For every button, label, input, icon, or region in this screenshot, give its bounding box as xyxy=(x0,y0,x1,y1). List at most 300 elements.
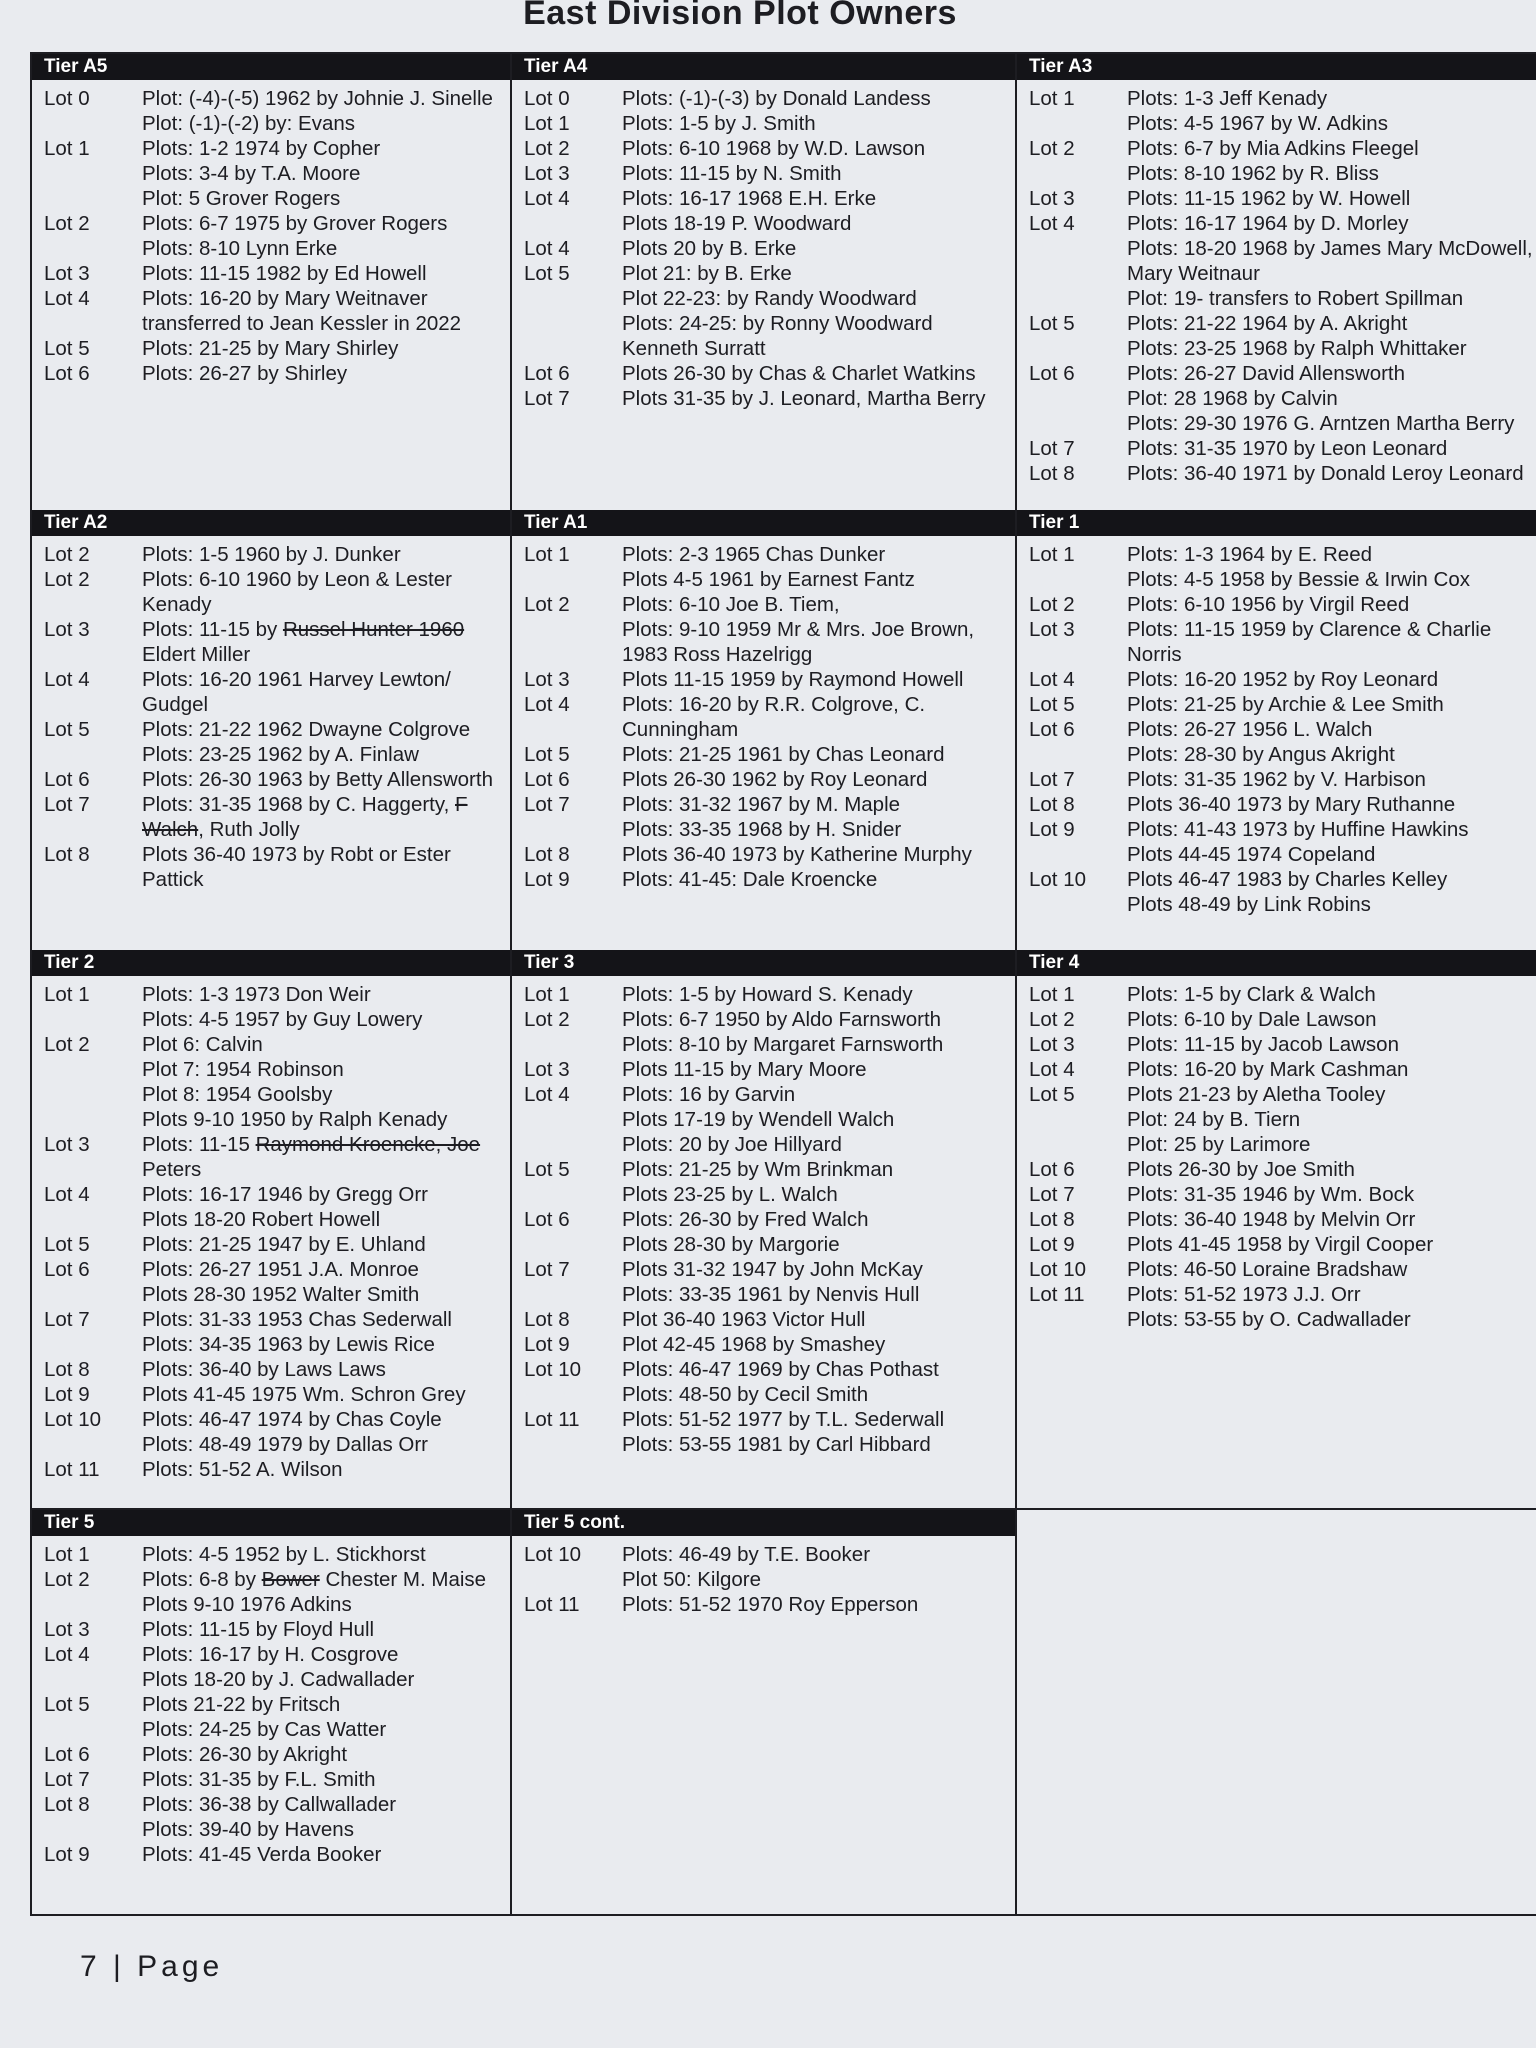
list-item xyxy=(1029,1107,1534,1132)
list-item xyxy=(44,1332,502,1357)
plot-owner-text xyxy=(622,361,1007,386)
lot-label xyxy=(1029,111,1127,136)
list-item xyxy=(1029,1157,1534,1182)
lot-label: Lot 4 xyxy=(44,668,90,691)
tier-cell xyxy=(1017,950,1536,1508)
lot-label: Lot 2 xyxy=(1029,593,1075,616)
list-item xyxy=(524,1257,1007,1282)
plot-owner-text xyxy=(1127,1007,1534,1032)
lot-label xyxy=(44,1282,142,1307)
list-item xyxy=(1029,1132,1534,1157)
owner-text: Plots: 6-10 Joe B. Tiem, xyxy=(622,593,840,616)
owner-text: Plot 21: by B. Erke xyxy=(622,262,792,285)
owner-text: Plots: 4-5 1967 by W. Adkins xyxy=(1127,112,1388,135)
lot-label xyxy=(44,742,142,767)
owner-text: Plots 36-40 1973 by Katherine Murphy xyxy=(622,843,972,866)
lot-label: Lot 8 xyxy=(1029,793,1075,816)
list-item xyxy=(524,1307,1007,1332)
plot-owner-text xyxy=(142,1792,502,1817)
lot-label: Lot 2 xyxy=(44,1033,90,1056)
list-item xyxy=(524,286,1007,311)
list-item xyxy=(44,361,502,386)
plot-owner-text xyxy=(1127,542,1534,567)
lot-label: Lot 11 xyxy=(1029,1283,1085,1306)
lot-label: Lot 2 xyxy=(524,1008,570,1031)
owner-text: Plots: 1-2 1974 by Copher xyxy=(142,137,381,160)
plot-owner-text xyxy=(142,1817,502,1842)
plot-owner-text xyxy=(622,982,1007,1007)
list-item xyxy=(524,1232,1007,1257)
lot-list xyxy=(512,1536,1015,1617)
struck-name: Raymond Kroencke, Joe xyxy=(255,1133,481,1156)
plot-owner-text xyxy=(622,1132,1007,1157)
list-item xyxy=(44,542,502,567)
owner-text: Plots 31-32 1947 by John McKay xyxy=(622,1258,923,1281)
list-item xyxy=(44,1232,502,1257)
list-item xyxy=(44,982,502,1007)
list-item xyxy=(44,86,502,111)
list-item xyxy=(1029,1207,1534,1232)
table-row xyxy=(32,1508,1536,1916)
lot-label xyxy=(44,1107,142,1132)
lot-label: Lot 8 xyxy=(1029,1208,1075,1231)
list-item xyxy=(1029,892,1534,917)
plot-owner-text xyxy=(142,311,502,336)
owner-text: Plots: 4-5 1957 by Guy Lowery xyxy=(142,1008,423,1031)
plot-owner-text xyxy=(142,617,502,667)
lot-label xyxy=(44,311,142,336)
owner-text: Plot: 5 Grover Rogers xyxy=(142,187,341,210)
list-item xyxy=(44,792,502,842)
owner-text: Plots: 51-52 1977 by T.L. Sederwall xyxy=(622,1408,945,1431)
owner-text: Plots: 26-30 by Fred Walch xyxy=(622,1208,869,1231)
owner-text: Plots 36-40 1973 by Mary Ruthanne xyxy=(1127,793,1456,816)
owner-text: Plots: 1-3 Jeff Kenady xyxy=(1127,87,1328,110)
owner-text: Plots: 36-40 1971 by Donald Leroy Leonard xyxy=(1127,462,1524,485)
tier-header: Tier 1 xyxy=(1017,510,1536,536)
owner-text: Plots: 26-30 1963 by Betty Allensworth xyxy=(142,768,493,791)
owner-text: Plots: 1-3 1964 by E. Reed xyxy=(1127,543,1373,566)
plot-owner-text xyxy=(1127,692,1534,717)
lot-label: Lot 4 xyxy=(44,1183,90,1206)
list-item xyxy=(44,1642,502,1667)
list-item xyxy=(44,1407,502,1432)
list-item xyxy=(1029,86,1534,111)
lot-label: Lot 2 xyxy=(1029,1008,1075,1031)
plot-owner-text xyxy=(1127,361,1534,386)
list-item xyxy=(1029,1007,1534,1032)
owner-text: Plots: 51-52 1970 Roy Epperson xyxy=(622,1593,919,1616)
lot-label: Lot 3 xyxy=(1029,618,1075,641)
list-item xyxy=(524,842,1007,867)
list-item xyxy=(524,1332,1007,1357)
plot-owner-text xyxy=(1127,336,1534,361)
owner-text: Plots: 2-3 1965 Chas Dunker xyxy=(622,543,886,566)
list-item xyxy=(524,1567,1007,1592)
plot-owner-text xyxy=(1127,286,1534,311)
lot-label: Lot 6 xyxy=(44,362,90,385)
lot-label: Lot 1 xyxy=(1029,87,1075,110)
plot-owner-text xyxy=(622,842,1007,867)
tier-cell xyxy=(32,950,512,1508)
list-item xyxy=(44,767,502,792)
lot-list xyxy=(1017,976,1536,1332)
list-item xyxy=(1029,161,1534,186)
owner-text: Plots: 26-27 1951 J.A. Monroe xyxy=(142,1258,419,1281)
tier-header: Tier A4 xyxy=(512,54,1015,80)
lot-label xyxy=(524,1567,622,1592)
lot-label xyxy=(1029,567,1127,592)
lot-label: Lot 6 xyxy=(1029,362,1075,385)
owner-text: Plots: 53-55 by O. Cadwallader xyxy=(1127,1308,1411,1331)
plot-owner-text xyxy=(1127,436,1534,461)
lot-label xyxy=(44,1667,142,1692)
list-item xyxy=(524,386,1007,411)
lot-list xyxy=(512,976,1015,1457)
owner-text: Plots: 4-5 1958 by Bessie & Irwin Cox xyxy=(1127,568,1470,591)
plot-owner-text xyxy=(142,136,502,161)
owner-text: Plots: 16-20 1961 Harvey Lewton/ Gudgel xyxy=(142,668,451,716)
tier-cell xyxy=(1017,54,1536,510)
list-item xyxy=(1029,461,1534,486)
list-item xyxy=(44,1817,502,1842)
owner-text: Plots: 16-20 by Mary Weitnaver xyxy=(142,287,428,310)
list-item xyxy=(1029,842,1534,867)
plot-owner-text xyxy=(142,1032,502,1057)
plot-owner-text xyxy=(622,767,1007,792)
plot-owner-text xyxy=(142,1432,502,1457)
lot-label: Lot 1 xyxy=(44,1543,90,1566)
plot-owner-text xyxy=(142,1132,502,1182)
list-item xyxy=(1029,767,1534,792)
list-item xyxy=(44,1692,502,1717)
owner-text: Plots: 21-25 by Mary Shirley xyxy=(142,337,399,360)
lot-label xyxy=(524,336,622,361)
owner-text: Plots: 53-55 1981 by Carl Hibbard xyxy=(622,1433,931,1456)
owner-text: Plots: 6-10 by Dale Lawson xyxy=(1127,1008,1377,1031)
lot-label: Lot 9 xyxy=(524,1333,570,1356)
plot-owner-text xyxy=(142,667,502,717)
owner-text: Plots: 39-40 by Havens xyxy=(142,1818,354,1841)
list-item xyxy=(524,1057,1007,1082)
owner-text: Plots: 6-7 1975 by Grover Rogers xyxy=(142,212,448,235)
plot-owner-text xyxy=(1127,1107,1534,1132)
lot-label xyxy=(44,1207,142,1232)
lot-label xyxy=(1029,411,1127,436)
list-item xyxy=(44,1132,502,1182)
lot-label: Lot 11 xyxy=(524,1593,580,1616)
tier-cell xyxy=(32,510,512,950)
plot-owner-text xyxy=(622,111,1007,136)
owner-text: Plots 31-35 by J. Leonard, Martha Berry xyxy=(622,387,986,410)
owner-text: Plots: 18-20 1968 by James Mary McDowell, Mary Weitnaur xyxy=(1127,237,1533,285)
tier-header: Tier 4 xyxy=(1017,950,1536,976)
owner-text: Plots: 1-3 1973 Don Weir xyxy=(142,983,371,1006)
plot-owner-text xyxy=(622,1432,1007,1457)
list-item xyxy=(44,842,502,892)
tier-cell xyxy=(512,54,1017,510)
lot-list xyxy=(1017,80,1536,486)
plot-owner-text xyxy=(1127,136,1534,161)
list-item xyxy=(524,592,1007,617)
plot-owner-text xyxy=(142,767,502,792)
plot-owner-text xyxy=(622,1567,1007,1592)
plot-owner-text xyxy=(142,211,502,236)
plot-owner-text xyxy=(1127,1032,1534,1057)
plot-owner-text xyxy=(622,161,1007,186)
tier-cell xyxy=(1017,510,1536,950)
struck-name: Bower xyxy=(261,1568,320,1591)
lot-label xyxy=(1029,386,1127,411)
lot-label: Lot 11 xyxy=(44,1458,100,1481)
plot-owner-text xyxy=(622,1182,1007,1207)
struck-name: Russel Hunter 1960 xyxy=(282,618,465,641)
owner-text: Plots: 46-49 by T.E. Booker xyxy=(622,1543,871,1566)
plot-owner-text xyxy=(622,1157,1007,1182)
owner-text: Plots: 26-27 David Allensworth xyxy=(1127,362,1406,385)
plot-owner-text xyxy=(142,717,502,742)
lot-label: Lot 8 xyxy=(524,843,570,866)
owner-text: Plots: 1-5 by Clark & Walch xyxy=(1127,983,1376,1006)
lot-label xyxy=(44,236,142,261)
owner-text: Plots: 46-50 Loraine Bradshaw xyxy=(1127,1258,1408,1281)
plot-owner-text xyxy=(142,1617,502,1642)
owner-text: Plots: 1-5 1960 by J. Dunker xyxy=(142,543,401,566)
list-item xyxy=(1029,1182,1534,1207)
owner-text: Plots: 16-17 1968 E.H. Erke xyxy=(622,187,877,210)
lot-label xyxy=(1029,236,1127,286)
plot-owner-text xyxy=(622,1232,1007,1257)
owner-text: Plots 18-20 Robert Howell xyxy=(142,1208,381,1231)
plot-owner-text xyxy=(142,1207,502,1232)
plot-owner-text xyxy=(142,1642,502,1667)
lot-label xyxy=(524,1182,622,1207)
plot-owner-text xyxy=(622,286,1007,311)
tier-header: Tier 5 cont. xyxy=(512,1510,1015,1536)
plot-owner-text xyxy=(1127,411,1534,436)
plot-owner-text xyxy=(1127,1082,1534,1107)
lot-label: Lot 1 xyxy=(44,983,90,1006)
table-row xyxy=(32,510,1536,950)
plot-owner-text xyxy=(142,1742,502,1767)
lot-label: Lot 5 xyxy=(1029,312,1075,335)
list-item xyxy=(524,1007,1007,1032)
plot-owner-text xyxy=(142,1382,502,1407)
list-item xyxy=(44,1742,502,1767)
lot-label xyxy=(44,186,142,211)
lot-label: Lot 5 xyxy=(44,1693,90,1716)
owner-text: Plots: 31-35 1970 by Leon Leonard xyxy=(1127,437,1448,460)
plot-owner-text xyxy=(142,236,502,261)
lot-label: Lot 9 xyxy=(524,868,570,891)
page-footer: 7 | Page xyxy=(80,1950,224,1983)
plot-owner-text xyxy=(142,1182,502,1207)
lot-label: Lot 3 xyxy=(44,1133,90,1156)
plot-owner-text xyxy=(622,86,1007,111)
list-item xyxy=(524,742,1007,767)
owner-text: Plot 6: Calvin xyxy=(142,1033,263,1056)
owner-text: Plots: 11-15 by Jacob Lawson xyxy=(1127,1033,1399,1056)
plot-owner-text xyxy=(622,667,1007,692)
plot-owner-text xyxy=(142,792,502,842)
owner-text-after: Peters xyxy=(142,1158,202,1181)
plot-owner-text xyxy=(1127,592,1534,617)
lot-label xyxy=(524,567,622,592)
plot-owner-text xyxy=(622,792,1007,817)
lot-label xyxy=(524,1232,622,1257)
plot-owner-text xyxy=(1127,461,1534,486)
owner-text: Plots 41-45 1958 by Virgil Cooper xyxy=(1127,1233,1434,1256)
lot-label: Lot 6 xyxy=(1029,1158,1075,1181)
lot-label: Lot 3 xyxy=(44,1618,90,1641)
list-item xyxy=(1029,592,1534,617)
plot-owner-text xyxy=(622,617,1007,667)
owner-text: Plots: 21-25 1961 by Chas Leonard xyxy=(622,743,945,766)
lot-list xyxy=(32,1536,510,1867)
list-item xyxy=(1029,742,1534,767)
plot-owner-text xyxy=(622,186,1007,211)
lot-label: Lot 2 xyxy=(44,1568,90,1591)
lot-label xyxy=(1029,161,1127,186)
list-item xyxy=(44,667,502,717)
lot-label: Lot 7 xyxy=(524,1258,570,1281)
plot-owner-text xyxy=(622,1057,1007,1082)
lot-label: Lot 3 xyxy=(524,162,570,185)
list-item xyxy=(44,742,502,767)
lot-label: Lot 7 xyxy=(1029,768,1075,791)
list-item xyxy=(44,311,502,336)
owner-text: Plots 48-49 by Link Robins xyxy=(1127,893,1371,916)
list-item xyxy=(1029,817,1534,842)
plot-owner-text xyxy=(622,567,1007,592)
plot-owner-text xyxy=(142,542,502,567)
lot-label xyxy=(44,1332,142,1357)
owner-text: Plots: 46-47 1974 by Chas Coyle xyxy=(142,1408,442,1431)
owner-text: Plots 41-45 1975 Wm. Schron Grey xyxy=(142,1383,466,1406)
lot-label: Lot 6 xyxy=(44,768,90,791)
lot-label xyxy=(44,1057,142,1082)
lot-label: Lot 8 xyxy=(524,1308,570,1331)
plot-owner-text xyxy=(1127,211,1534,236)
list-item xyxy=(524,982,1007,1007)
plot-owner-text xyxy=(142,1282,502,1307)
plot-owner-text xyxy=(142,1592,502,1617)
lot-label xyxy=(44,111,142,136)
plot-owner-text xyxy=(142,1357,502,1382)
lot-label: Lot 10 xyxy=(1029,1258,1086,1281)
lot-label: Lot 3 xyxy=(1029,187,1075,210)
lot-label: Lot 0 xyxy=(44,87,90,110)
owner-text: Plots: 24-25 by Cas Watter xyxy=(142,1718,387,1741)
lot-label: Lot 5 xyxy=(44,337,90,360)
lot-label xyxy=(524,1382,622,1407)
owner-text: Plots 9-10 1950 by Ralph Kenady xyxy=(142,1108,448,1131)
owner-text: Plot 42-45 1968 by Smashey xyxy=(622,1333,886,1356)
table-row xyxy=(32,950,1536,1508)
lot-label xyxy=(44,1007,142,1032)
list-item xyxy=(1029,1057,1534,1082)
plot-owner-text xyxy=(622,236,1007,261)
list-item xyxy=(1029,792,1534,817)
plot-owner-text xyxy=(622,1282,1007,1307)
plot-owner-text xyxy=(142,1082,502,1107)
page-title: East Division Plot Owners xyxy=(523,0,957,32)
lot-label: Lot 8 xyxy=(1029,462,1075,485)
plot-owner-text xyxy=(1127,767,1534,792)
table-row xyxy=(32,54,1536,510)
lot-label xyxy=(1029,1132,1127,1157)
list-item xyxy=(1029,136,1534,161)
plot-owner-text xyxy=(622,136,1007,161)
owner-text: Plots 23-25 by L. Walch xyxy=(622,1183,838,1206)
plot-owner-text xyxy=(622,1032,1007,1057)
owner-text: Plots: 6-10 1960 by Leon & Lester Kenady xyxy=(142,568,452,616)
list-item xyxy=(524,361,1007,386)
lot-label: Lot 6 xyxy=(1029,718,1075,741)
lot-label: Lot 11 xyxy=(524,1408,580,1431)
lot-label: Lot 10 xyxy=(524,1543,581,1566)
plot-owner-text xyxy=(142,842,502,892)
list-item xyxy=(44,186,502,211)
owner-text: Plots: 31-32 1967 by M. Maple xyxy=(622,793,901,816)
plot-owner-text xyxy=(142,1767,502,1792)
lot-label: Lot 1 xyxy=(524,112,570,135)
plot-owner-text xyxy=(142,1842,502,1867)
plot-owner-text xyxy=(622,1257,1007,1282)
lot-label xyxy=(1029,842,1127,867)
lot-label xyxy=(44,1817,142,1842)
owner-text-after: Chester M. Maise xyxy=(319,1568,487,1591)
lot-label xyxy=(44,161,142,186)
plot-owner-text xyxy=(622,336,1007,361)
plot-owner-text xyxy=(622,211,1007,236)
plot-owner-text xyxy=(622,1592,1007,1617)
lot-label xyxy=(524,311,622,336)
plot-owner-text xyxy=(142,1007,502,1032)
owner-text: Plot 8: 1954 Goolsby xyxy=(142,1083,333,1106)
plot-owner-text xyxy=(622,311,1007,336)
lot-label: Lot 5 xyxy=(524,262,570,285)
list-item xyxy=(1029,1257,1534,1282)
owner-text: Plot: 19- transfers to Robert Spillman xyxy=(1127,287,1464,310)
owner-text: Plots: 6-7 1950 by Aldo Farnsworth xyxy=(622,1008,942,1031)
list-item xyxy=(44,1457,502,1482)
list-item xyxy=(44,1257,502,1282)
owner-text: Plots: 29-30 1976 G. Arntzen Martha Berry xyxy=(1127,412,1515,435)
list-item xyxy=(524,1407,1007,1432)
list-item xyxy=(44,286,502,311)
list-item xyxy=(524,692,1007,742)
lot-label: Lot 8 xyxy=(44,843,90,866)
owner-text: Plots: 8-10 1962 by R. Bliss xyxy=(1127,162,1379,185)
list-item xyxy=(44,1357,502,1382)
owner-text: Plots: 23-25 1962 by A. Finlaw xyxy=(142,743,419,766)
tier-header: Tier 5 xyxy=(32,1510,510,1536)
plot-owner-text xyxy=(142,1457,502,1482)
owner-text: Plots: 31-33 1953 Chas Sederwall xyxy=(142,1308,452,1331)
plot-owner-text xyxy=(142,86,502,111)
owner-text: Plots: 41-45: Dale Kroencke xyxy=(622,868,878,891)
list-item xyxy=(44,1767,502,1792)
owner-text: Plots 11-15 by Mary Moore xyxy=(622,1058,867,1081)
plot-owner-text xyxy=(1127,161,1534,186)
list-item xyxy=(524,667,1007,692)
owner-text-after: Eldert Miller xyxy=(142,643,251,666)
lot-label: Lot 6 xyxy=(524,1208,570,1231)
lot-label xyxy=(1029,336,1127,361)
list-item xyxy=(524,1107,1007,1132)
owner-text: Plots: 36-40 by Laws Laws xyxy=(142,1358,386,1381)
